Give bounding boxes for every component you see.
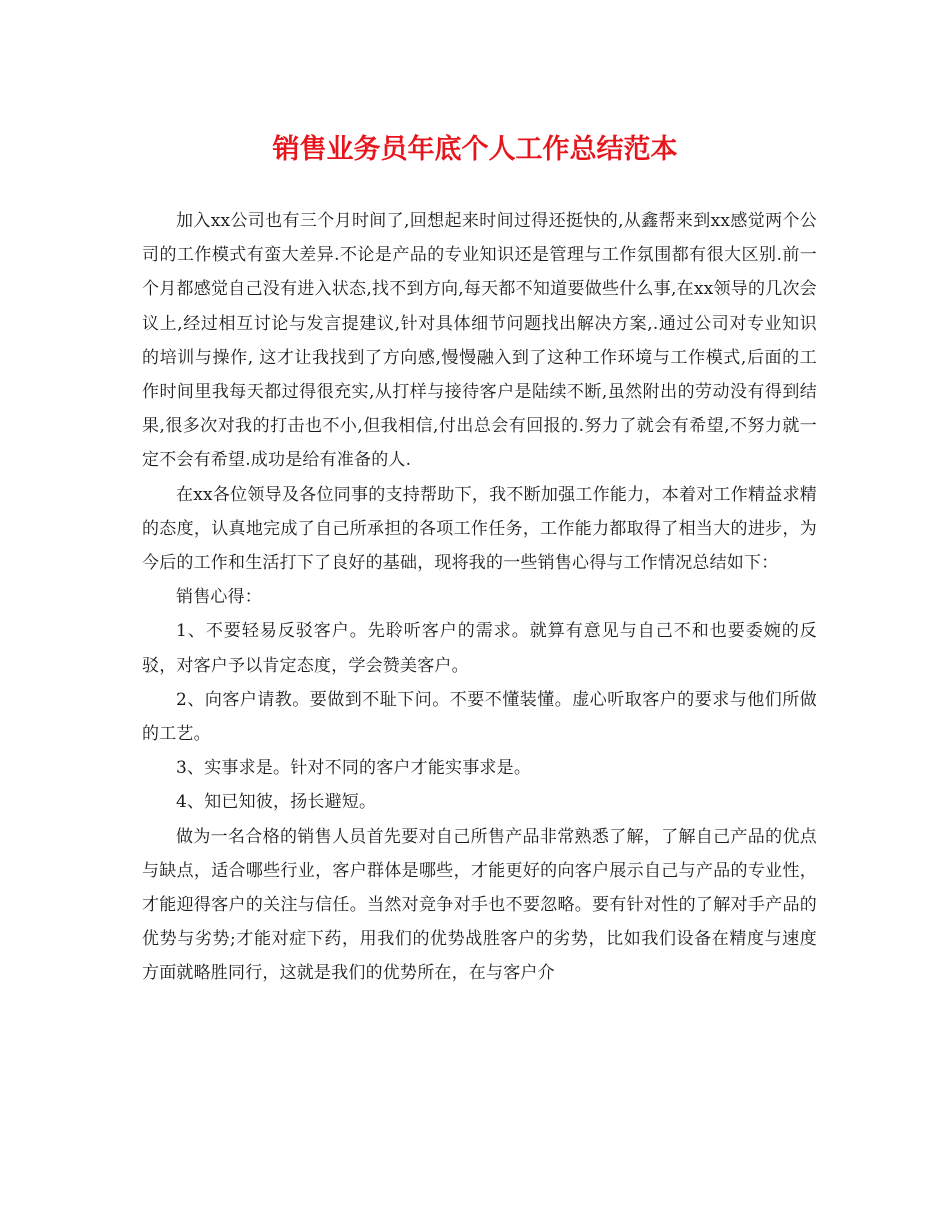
- document-body: [142, 204, 817, 991]
- paragraph-tip-2: 2、向客户请教。要做到不耻下问。不要不懂装懂。虚心听取客户的要求与他们所做的工艺。: [142, 689, 817, 745]
- paragraph-tip-3: 3、实事求是。针对不同的客户才能实事求是。: [176, 758, 532, 779]
- paragraph-product-knowledge: 做为一名合格的销售人员首先要对自己所售产品非常熟悉了解，了解自己产品的优点与缺点，适合哪些行业，客户群体是哪些，才能更好的向客户展示自己与产品的专业性，才能迎得客户的关注与信任。当然对竞争对手也不要忽略。要有针对性的了解对手产品的优势与劣势;才能对症下药，用我们的优势战胜客户的劣势，比如我们设备在精度与速度方面就略胜同行，这就是我们的优势所在，在与客户介: [142, 826, 817, 984]
- paragraph-tip-1: 1、不要轻易反驳客户。先聆听客户的需求。就算有意见与自己不和也要委婉的反驳，对客户予以肯定态度，学会赞美客户。: [142, 621, 817, 676]
- paragraph-heading-sales-tips: 销售心得：: [176, 587, 262, 608]
- paragraph-intro: 加入xx公司也有三个月时间了,回想起来时间过得还挺快的,从鑫帮来到xx感觉两个公司的工作模式有蛮大差异.不论是产品的专业知识还是管理与工作氛围都有很大区别.前一个月都感觉自己没有进入状态,找不到方向,每天都不知道要做些什么事,在xx领导的几次会议上,经过相互讨论与发言提建议,针对具体细节问题找出解决方案,.通过公司对专业知识的培训与操作, 这才让我找到了方向感,慢慢融入到了这种工作环境与工作模式,后面的工作时间里我每天都过得很充实,从打样与接待客户是陆续不断,虽然附出的劳动没有得到结果,很多次对我的打击也不小,但我相信,付出总会有回报的.努力了就会有希望,不努力就一定不会有希望.成功是给有准备的人.: [142, 211, 817, 471]
- document-title: 销售业务员年底个人工作总结范本: [272, 134, 678, 165]
- paragraph-tip-4: 4、知已知彼，扬长避短。: [176, 792, 377, 813]
- paragraph-summary-lead: 在xx各位领导及各位同事的支持帮助下，我不断加强工作能力，本着对工作精益求精的态度，认真地完成了自己所承担的各项工作任务，工作能力都取得了相当大的进步，为今后的工作和生活打下了良好的基础，现将我的一些销售心得与工作情况总结如下：: [142, 484, 817, 574]
